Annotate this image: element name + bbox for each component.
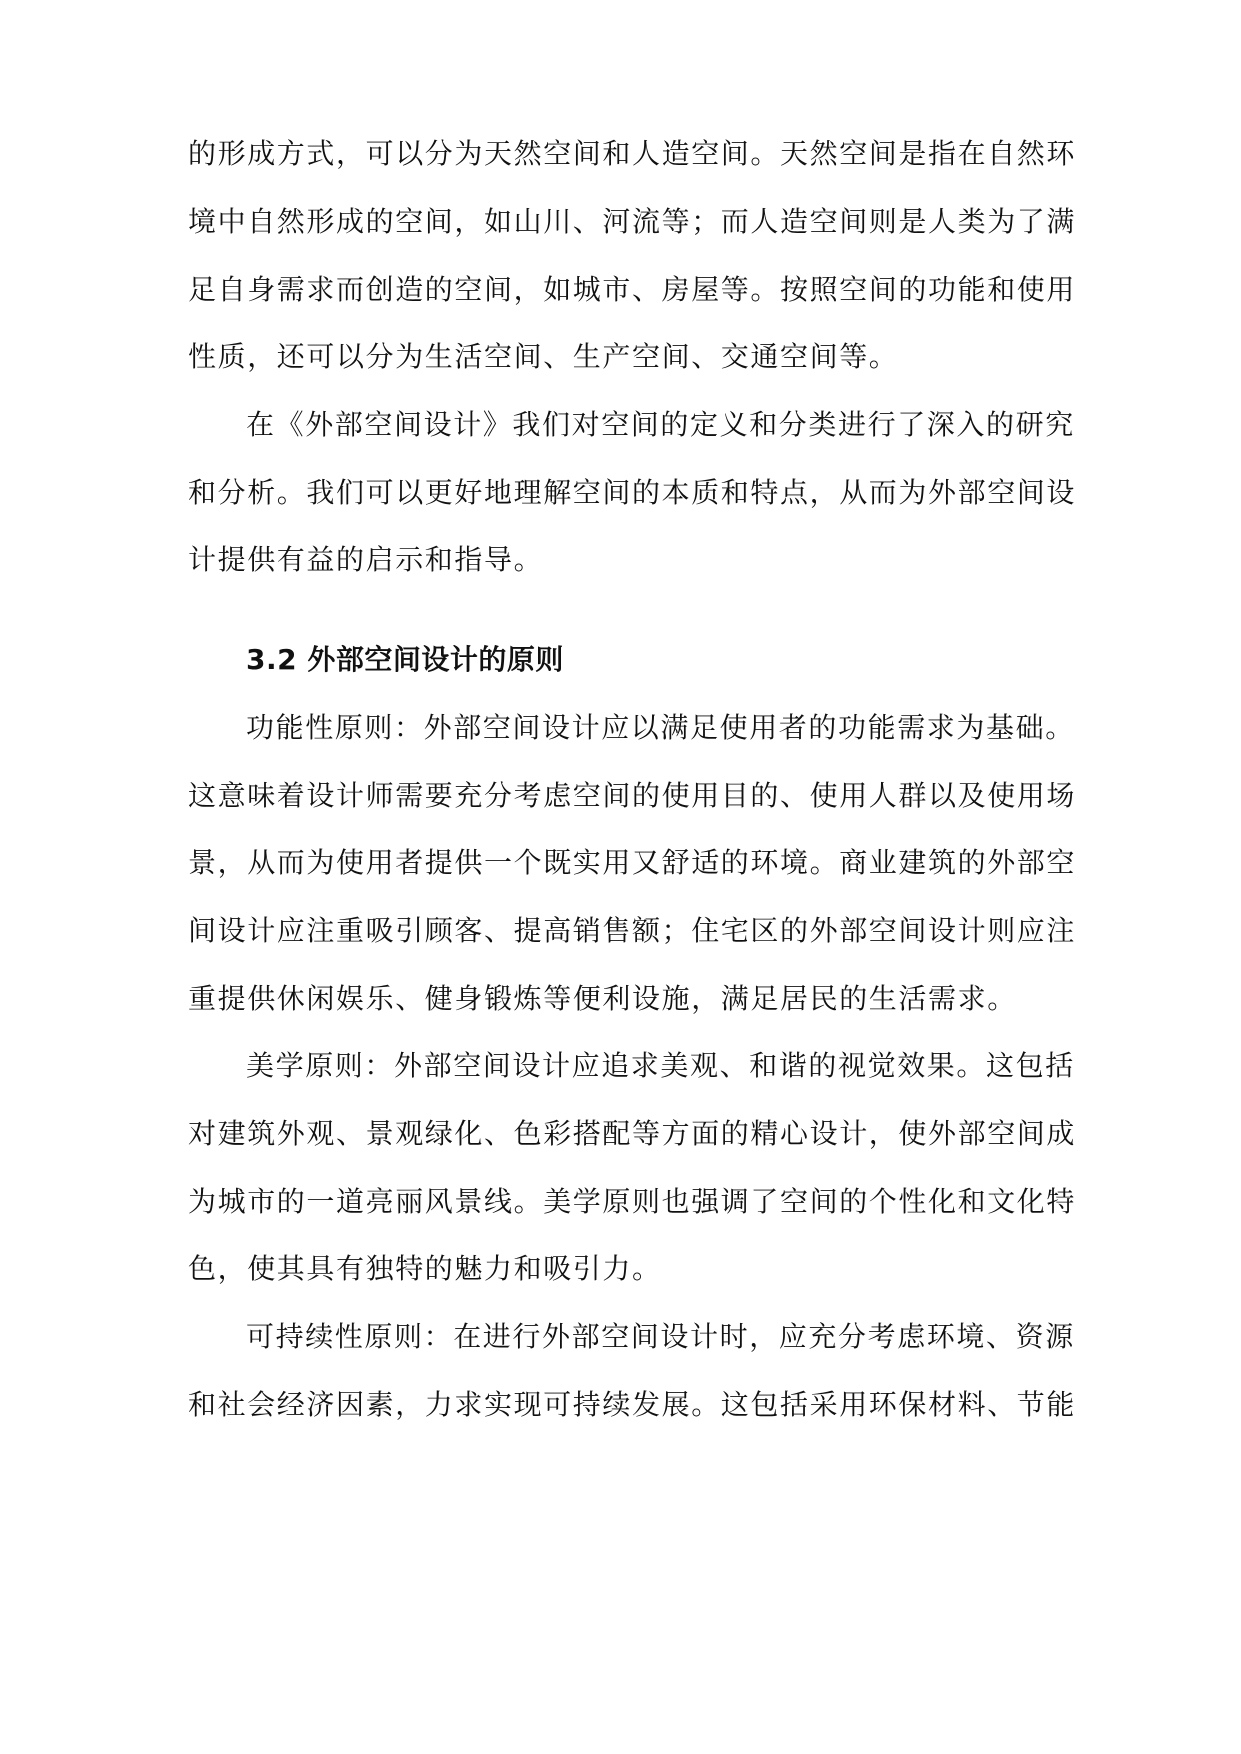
text-line: 美学原则：外部空间设计应追求美观、和谐的视觉效果。这包括 bbox=[246, 1049, 1075, 1082]
section-heading: 3.2 外部空间设计的原则 bbox=[246, 643, 564, 676]
text-line: 这意味着设计师需要充分考虑空间的使用目的、使用人群以及使用场 bbox=[188, 779, 1077, 812]
text-line: 重提供休闲娱乐、健身锻炼等便利设施，满足居民的生活需求。 bbox=[188, 982, 1017, 1015]
text-line: 间设计应注重吸引顾客、提高销售额；住宅区的外部空间设计则应注 bbox=[188, 914, 1077, 947]
text-line: 可持续性原则：在进行外部空间设计时，应充分考虑环境、资源 bbox=[246, 1320, 1075, 1353]
text-line: 功能性原则：外部空间设计应以满足使用者的功能需求为基础。 bbox=[246, 711, 1075, 744]
text-line: 境中自然形成的空间，如山川、河流等；而人造空间则是人类为了满 bbox=[188, 205, 1077, 238]
text-line: 在《外部空间设计》我们对空间的定义和分类进行了深入的研究 bbox=[246, 408, 1075, 441]
text-line: 和分析。我们可以更好地理解空间的本质和特点，从而为外部空间设 bbox=[188, 476, 1077, 509]
text-line: 计提供有益的启示和指导。 bbox=[188, 543, 544, 576]
text-line: 为城市的一道亮丽风景线。美学原则也强调了空间的个性化和文化特 bbox=[188, 1185, 1077, 1218]
text-line: 和社会经济因素，力求实现可持续发展。这包括采用环保材料、节能 bbox=[188, 1388, 1077, 1421]
text-line: 性质，还可以分为生活空间、生产空间、交通空间等。 bbox=[188, 340, 899, 373]
text-line: 对建筑外观、景观绿化、色彩搭配等方面的精心设计，使外部空间成 bbox=[188, 1117, 1077, 1150]
text-line: 色，使其具有独特的魅力和吸引力。 bbox=[188, 1252, 662, 1285]
text-line: 足自身需求而创造的空间，如城市、房屋等。按照空间的功能和使用 bbox=[188, 273, 1077, 306]
text-line: 景，从而为使用者提供一个既实用又舒适的环境。商业建筑的外部空 bbox=[188, 846, 1077, 879]
text-line: 的形成方式，可以分为天然空间和人造空间。天然空间是指在自然环 bbox=[188, 137, 1077, 170]
